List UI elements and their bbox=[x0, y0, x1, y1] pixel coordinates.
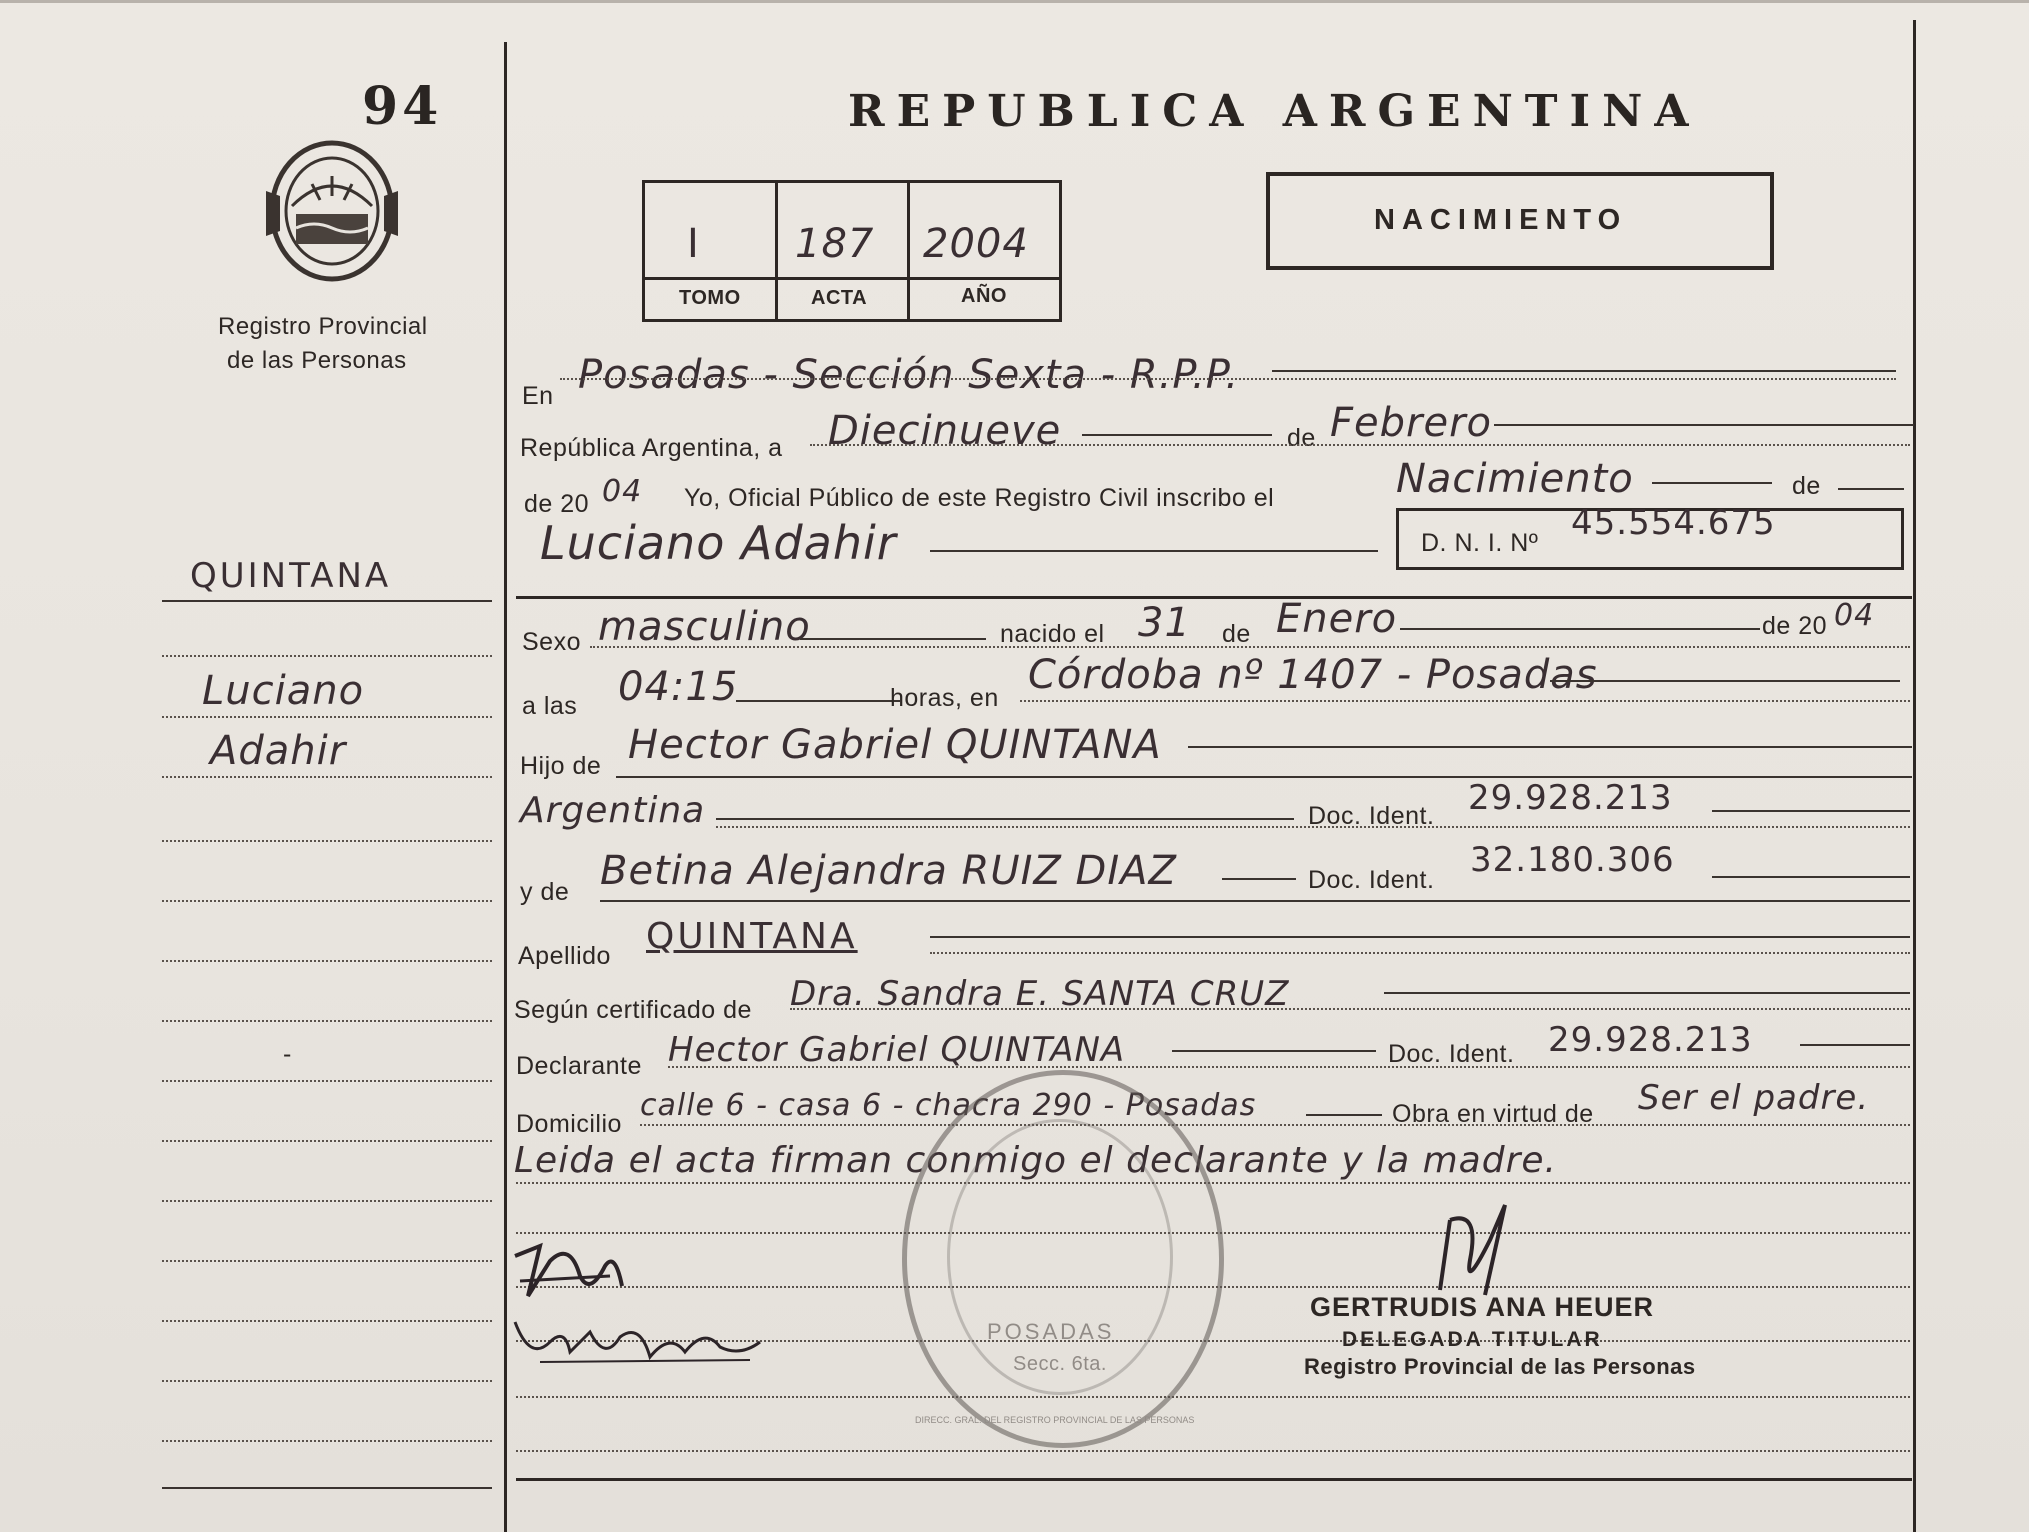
apellido-value: QUINTANA bbox=[646, 916, 858, 957]
year-prefix-label: de 20 bbox=[524, 490, 590, 518]
birth-day: 31 bbox=[1138, 600, 1191, 646]
form-line bbox=[1188, 746, 1912, 748]
margin-line bbox=[162, 1380, 492, 1382]
margin-bottom-rule bbox=[162, 1487, 492, 1489]
form-line bbox=[1222, 878, 1296, 880]
domicilio-label: Domicilio bbox=[516, 1110, 622, 1138]
father-nationality: Argentina bbox=[520, 790, 706, 831]
stamp-ring-text: DIRECC. GRAL. DEL REGISTRO PROVINCIAL DE LAS PERSONAS bbox=[915, 1415, 1195, 1425]
margin-line bbox=[162, 655, 492, 657]
record-type-label: NACIMIENTO bbox=[1374, 204, 1628, 236]
registry-name-line1: Registro Provincial bbox=[218, 313, 428, 340]
form-line bbox=[1838, 488, 1904, 490]
table-divider bbox=[907, 183, 910, 319]
y-de-label: y de bbox=[520, 878, 570, 906]
de-label: de bbox=[1287, 424, 1316, 452]
official-name: GERTRUDIS ANA HEUER bbox=[1310, 1292, 1655, 1322]
margin-line bbox=[162, 1140, 492, 1142]
birth-year: 04 bbox=[1834, 598, 1875, 633]
de-label3: de bbox=[1222, 620, 1251, 648]
stamp-section: Secc. 6ta. bbox=[1013, 1353, 1107, 1375]
obra-label: Obra en virtud de bbox=[1392, 1100, 1594, 1128]
form-line bbox=[1800, 1044, 1910, 1046]
mother-doc: 32.180.306 bbox=[1470, 840, 1675, 880]
form-line bbox=[1712, 876, 1910, 878]
republica-label: República Argentina, a bbox=[520, 434, 783, 462]
declarant-signature bbox=[510, 1236, 630, 1306]
horas-label: horas, en bbox=[890, 684, 999, 712]
hijo-label: Hijo de bbox=[520, 752, 602, 780]
margin-line bbox=[162, 716, 492, 718]
form-line bbox=[1384, 992, 1910, 994]
sexo-label: Sexo bbox=[522, 628, 581, 656]
table-divider bbox=[645, 277, 1059, 280]
form-line bbox=[800, 638, 986, 640]
doc-ident-label-declarante: Doc. Ident. bbox=[1388, 1040, 1515, 1068]
form-line bbox=[560, 378, 1896, 380]
birth-month: Enero bbox=[1276, 596, 1398, 642]
birth-year-prefix: de 20 bbox=[1762, 612, 1828, 640]
margin-line bbox=[162, 1440, 492, 1442]
apellido-label: Apellido bbox=[518, 942, 611, 970]
margin-surname-rule bbox=[162, 600, 492, 602]
bottom-rule bbox=[516, 1478, 1912, 1481]
hour-value: 04:15 bbox=[618, 664, 739, 710]
month-value: Febrero bbox=[1330, 400, 1492, 446]
official-office: Registro Provincial de las Personas bbox=[1304, 1354, 1696, 1379]
form-line bbox=[616, 776, 1912, 778]
section-rule bbox=[516, 596, 1912, 599]
acta-label: ACTA bbox=[811, 287, 868, 309]
form-line bbox=[640, 1124, 1910, 1126]
acta-value: 187 bbox=[795, 221, 875, 267]
place-value: Córdoba nº 1407 - Posadas bbox=[1028, 652, 1598, 698]
form-line bbox=[516, 1182, 1910, 1184]
father-doc: 29.928.213 bbox=[1468, 778, 1673, 818]
form-line bbox=[930, 550, 1378, 552]
registry-stamp bbox=[902, 1070, 1224, 1448]
doc-ident-label-father: Doc. Ident. bbox=[1308, 802, 1435, 830]
dni-label: D. N. I. Nº bbox=[1421, 529, 1539, 557]
form-line bbox=[516, 1396, 1910, 1398]
form-line bbox=[1712, 810, 1910, 812]
margin-line bbox=[162, 900, 492, 902]
mother-signature bbox=[510, 1312, 770, 1372]
tomo-value: I bbox=[687, 221, 700, 267]
margin-line bbox=[162, 776, 492, 778]
margin-given-name-line1: Luciano bbox=[202, 668, 365, 714]
declarante-label: Declarante bbox=[516, 1052, 642, 1080]
a-las-label: a las bbox=[522, 692, 578, 720]
registry-reference-table bbox=[642, 180, 1062, 322]
form-line bbox=[930, 952, 1910, 954]
form-line bbox=[716, 826, 1910, 828]
declarante-value: Hector Gabriel QUINTANA bbox=[668, 1030, 1126, 1070]
margin-line bbox=[162, 1080, 492, 1082]
right-border bbox=[1913, 20, 1916, 1532]
form-line bbox=[600, 900, 1910, 902]
segun-label: Según certificado de bbox=[514, 996, 752, 1024]
left-column-divider bbox=[504, 42, 507, 1532]
official-role: DELEGADA TITULAR bbox=[1342, 1328, 1603, 1351]
declarante-doc: 29.928.213 bbox=[1548, 1020, 1753, 1060]
margin-line bbox=[162, 1320, 492, 1322]
margin-line bbox=[162, 960, 492, 962]
year-value: 04 bbox=[602, 474, 643, 509]
form-line bbox=[1172, 1050, 1376, 1052]
ano-label: AÑO bbox=[961, 285, 1007, 307]
day-value: Diecinueve bbox=[828, 408, 1062, 454]
form-line bbox=[1652, 482, 1772, 484]
ano-value: 2004 bbox=[923, 221, 1029, 267]
tomo-label: TOMO bbox=[679, 287, 741, 309]
registry-name-line2: de las Personas bbox=[227, 347, 407, 374]
form-line bbox=[1494, 424, 1914, 426]
form-line bbox=[736, 700, 900, 702]
dni-box bbox=[1396, 503, 1904, 570]
form-line bbox=[1020, 700, 1910, 702]
form-line bbox=[790, 1008, 1910, 1010]
mother-name: Betina Alejandra RUIZ DIAZ bbox=[600, 848, 1177, 894]
margin-line bbox=[162, 840, 492, 842]
margin-given-name-line2: Adahir bbox=[210, 728, 347, 774]
form-line bbox=[716, 818, 1294, 820]
record-type-box bbox=[1266, 172, 1774, 270]
form-line bbox=[590, 646, 1910, 648]
form-line bbox=[668, 1066, 1910, 1068]
province-seal-icon bbox=[262, 136, 402, 286]
margin-line bbox=[162, 1260, 492, 1262]
form-line bbox=[1550, 680, 1900, 682]
form-line bbox=[1082, 434, 1272, 436]
leida-statement: Leida el acta firman conmigo el declarante y la madre. bbox=[514, 1140, 1557, 1181]
de-label2: de bbox=[1792, 472, 1821, 500]
form-line bbox=[1272, 370, 1896, 372]
table-divider bbox=[775, 183, 778, 319]
margin-line bbox=[162, 1020, 492, 1022]
child-name: Luciano Adahir bbox=[540, 516, 897, 570]
top-border bbox=[0, 0, 2029, 3]
margin-dash: - bbox=[283, 1040, 292, 1068]
doc-ident-label-mother: Doc. Ident. bbox=[1308, 866, 1435, 894]
stamp-city: POSADAS bbox=[987, 1319, 1115, 1344]
form-line bbox=[516, 1450, 1910, 1452]
en-value: Posadas - Sección Sexta - R.P.P. bbox=[578, 352, 1240, 398]
en-label: En bbox=[522, 382, 554, 410]
margin-surname: QUINTANA bbox=[190, 556, 392, 596]
form-line bbox=[810, 444, 1910, 446]
obra-value: Ser el padre. bbox=[1638, 1078, 1870, 1118]
folio-number: 94 bbox=[362, 76, 443, 137]
form-line bbox=[930, 936, 1910, 938]
domicilio-value: calle 6 - casa 6 - chacra 290 - Posadas bbox=[640, 1088, 1257, 1123]
inscribe-value: Nacimiento bbox=[1396, 456, 1634, 502]
country-title: REPUBLICA ARGENTINA bbox=[848, 86, 1701, 137]
margin-line bbox=[162, 1200, 492, 1202]
sexo-value: masculino bbox=[598, 604, 811, 650]
father-name: Hector Gabriel QUINTANA bbox=[628, 722, 1162, 768]
certificado-value: Dra. Sandra E. SANTA CRUZ bbox=[790, 974, 1290, 1014]
form-line bbox=[1306, 1114, 1382, 1116]
nacido-label: nacido el bbox=[1000, 620, 1105, 648]
oficial-statement: Yo, Oficial Público de este Registro Civil inscribo el bbox=[684, 484, 1275, 512]
form-line bbox=[1400, 628, 1760, 630]
dni-value: 45.554.675 bbox=[1571, 503, 1776, 543]
